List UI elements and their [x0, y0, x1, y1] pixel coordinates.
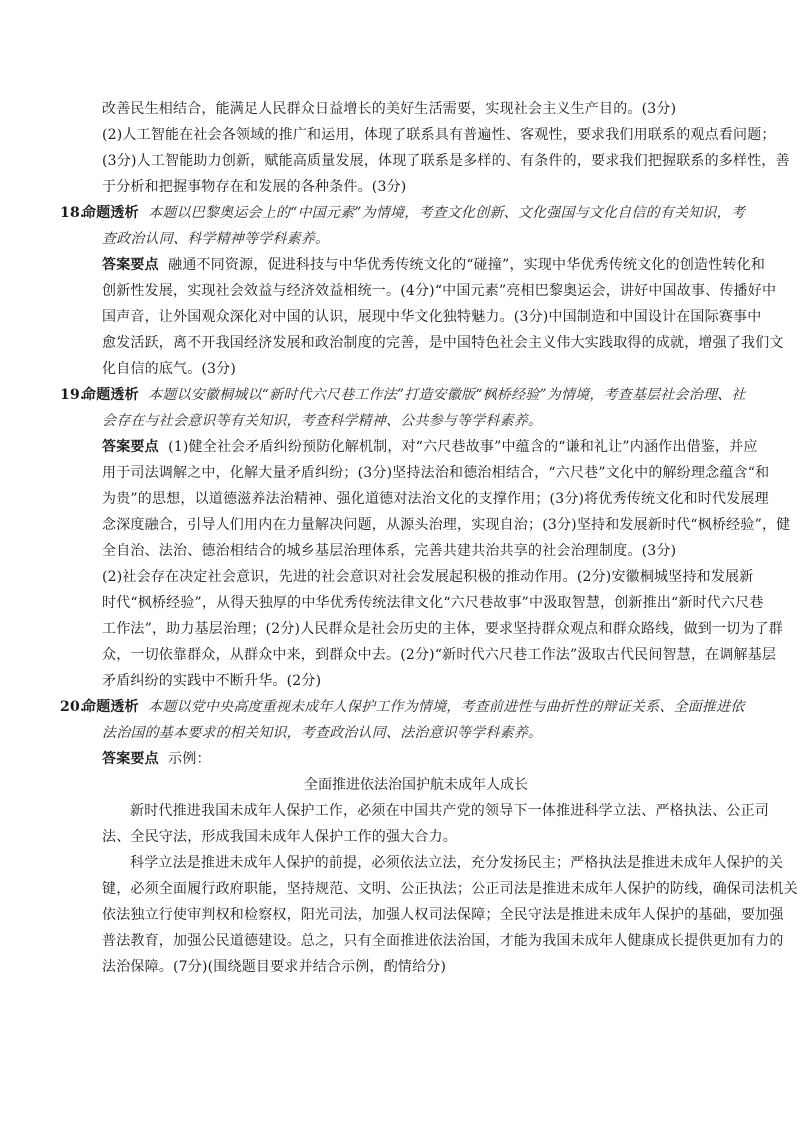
question-20 — [60, 694, 798, 980]
question-number: 20. — [60, 699, 85, 715]
answer-text: 融通不同资源，促进科技与中华优秀传统文化的“碰撞”，实现中华优秀传统文化的创造性转化和 — [168, 257, 766, 273]
analysis-text: 本题以巴黎奥运会上的“中国元素”为情境，考查文化创新、文化强国与文化自信的有关知识，考 — [148, 205, 746, 221]
answer-label: 答案要点 — [102, 439, 159, 455]
question-18 — [60, 200, 784, 382]
answer-line — [82, 434, 758, 460]
essay-text: 普法教育，加强公民道德建设。总之，只有全面推进依法治国，才能为我国未成年人健康成长提供更加有力的 — [102, 933, 784, 949]
analysis-text: 本题以党中央高度重视未成年人保护工作为情境，考查前进性与曲折性的辩证关系、全面推进依 — [148, 699, 745, 715]
analysis-text: 本题以安徽桐城以“新时代六尺巷工作法”打造安徽版“枫桥经验”为情境，考查基层社会治理、社 — [148, 387, 746, 403]
question-19 — [60, 382, 791, 694]
answer-text: (2)社会存在决定社会意识，先进的社会意识对社会发展起积极的推动作用。(2分)安徽桐城坚持和发展新 — [102, 569, 754, 585]
analysis-text: 法治国的基本要求的相关知识，考查政治认同、法治意识等学科素养。 — [102, 725, 543, 741]
answer-label: 答案要点 — [102, 751, 159, 767]
answer-text: 念深度融合，引导人们用内在力量解决问题，从源头治理，实现自治；(3分)坚持和发展新时代“枫桥经验”，健 — [102, 517, 791, 533]
answer-intro: 示例： — [168, 751, 211, 767]
answer-text: (1)健全社会矛盾纠纷预防化解机制，对“六尺巷故事”中蕴含的“谦和礼让”内涵作出借鉴，并应 — [168, 439, 758, 455]
text-line: (3分)人工智能助力创新，赋能高质量发展，体现了联系是多样的、有条件的，要求我们把握联系的多样性，善 — [102, 153, 790, 169]
answer-label: 答案要点 — [102, 257, 159, 273]
essay-text: 依法独立行使审判权和检察权，阳光司法，加强人权司法保障；全民守法是推进未成年人保护的基础，要加强 — [102, 907, 784, 923]
essay-text: 法、全民守法，形成我国未成年人保护工作的强大合力。 — [102, 829, 457, 845]
answer-text: 矛盾纠纷的实践中不断升华。(2分) — [102, 673, 322, 689]
answer-text: 时代“枫桥经验”，从得天独厚的中华优秀传统法律文化“六尺巷故事”中汲取智慧，创新推出“新时代六尺巷 — [102, 595, 764, 611]
text-line: 于分析和把握事物存在和发展的各种条件。(3分) — [102, 179, 407, 195]
question-number: 19. — [60, 387, 85, 403]
answer-text: 创新性发展，实现社会效益与经济效益相统一。(4分)“中国元素”亮相巴黎奥运会，讲好中国故事、传播好中 — [102, 283, 777, 299]
answer-text: 国声音，让外国观众深化对中国的认识，展现中华文化独特魅力。(3分)中国制造和中国设计在国际赛事中 — [102, 309, 762, 325]
analysis-line — [60, 200, 746, 226]
essay-title: 全面推进依法治国护航未成年人成长 — [304, 777, 528, 793]
text-line: (2)人工智能在社会各领域的推广和运用，体现了联系具有普遍性、客观性，要求我们用联系的观点看问题； — [102, 127, 776, 143]
answer-text: 为贵”的思想，以道德滋养法治精神、强化道德对法治文化的支撑作用；(3分)将优秀传统文化和时代发展理 — [102, 491, 769, 507]
analysis-label: 命题透析 — [82, 387, 139, 403]
q17-continuation — [82, 96, 790, 200]
analysis-label: 命题透析 — [82, 699, 139, 715]
essay-text: 键，必须全面履行政府职能，坚持规范、文明、公正执法；公正司法是推进未成年人保护的防线，确保司法机关 — [102, 881, 798, 897]
answer-text: 众，一切依靠群众，从群众中来，到群众中去。(2分)“新时代六尺巷工作法”汲取古代民间智慧，在调解基层 — [102, 647, 777, 663]
analysis-line — [60, 694, 745, 720]
answer-text: 化自信的底气。(3分) — [102, 361, 237, 377]
question-number: 18. — [60, 205, 85, 221]
answer-line — [82, 746, 730, 772]
analysis-label: 命题透析 — [82, 205, 139, 221]
analysis-line — [60, 382, 746, 408]
answer-text: 用于司法调解之中，化解大量矛盾纠纷；(3分)坚持法治和德治相结合，“六尺巷”文化中的解纷理念蕴含“和 — [102, 465, 770, 481]
analysis-text: 查政治认同、科学精神等学科素养。 — [102, 231, 330, 247]
answer-text: 全自治、法治、德治相结合的城乡基层治理体系，完善共建共治共享的社会治理制度。(3分) — [102, 543, 677, 559]
answer-text: 工作法”，助力基层治理；(2分)人民群众是社会历史的主体，要求坚持群众观点和群众路线，做到一切为了群 — [102, 621, 783, 637]
essay-text: 科学立法是推进未成年人保护的前提，必须依法立法，充分发扬民主；严格执法是推进未成年人保护的关 — [130, 855, 784, 871]
essay-text: 法治保障。(7分)(围绕题目要求并结合示例，酌情给分) — [102, 959, 447, 975]
answer-line — [82, 252, 766, 278]
analysis-text: 会存在与社会意识等有关知识，考查科学精神、公共参与等学科素养。 — [102, 413, 543, 429]
text-line: 改善民生相结合，能满足人民群众日益增长的美好生活需要，实现社会主义生产目的。(3分) — [102, 101, 677, 117]
essay-text: 新时代推进我国未成年人保护工作，必须在中国共产党的领导下一体推进科学立法、严格执法、公正司 — [130, 803, 769, 819]
answer-text: 愈发活跃，离不开我国经济发展和政治制度的完善，是中国特色社会主义伟大实践取得的成就，增强了我们文 — [102, 335, 784, 351]
